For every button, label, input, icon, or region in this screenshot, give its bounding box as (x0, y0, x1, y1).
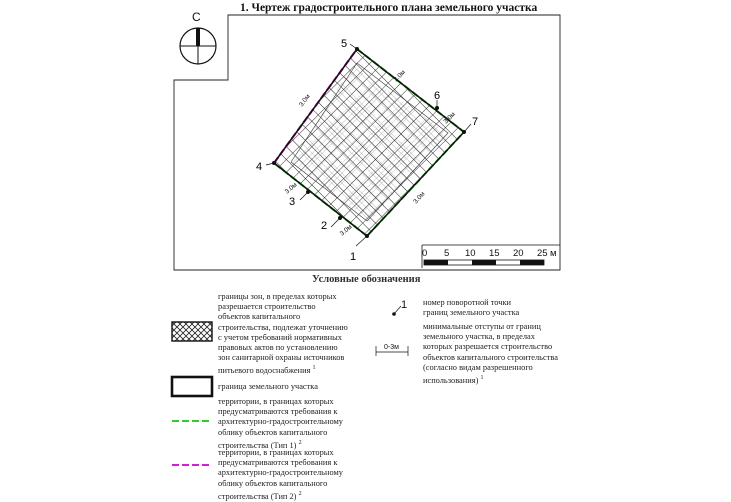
scale-tick-20: 20 (513, 248, 524, 259)
point-label-2: 2 (321, 220, 328, 232)
offset-label-2: 3.0м (298, 93, 312, 109)
point-label-7: 7 (472, 116, 479, 128)
scale-tick-15: 15 (489, 248, 500, 259)
point-label-1: 1 (350, 251, 357, 263)
point-label-3: 3 (289, 196, 296, 208)
scale-tick-5: 5 (444, 248, 450, 259)
offset-label-5: 3.0м (283, 181, 299, 196)
compass-label: С (192, 10, 201, 24)
legend-type1-text: территории, в границах которых предусматриваются требования к архитектурно-градостроительному облику объектов капитального строительства (Тип 1) $^2$ (218, 397, 343, 450)
drawing-title: 1. Чертеж градостроительного плана земельного участка (240, 2, 538, 14)
legend-setback-text: минимальные отступы от границ земельного участка, в пределах которых разрешается строительство объектов капитального строительства (согласно видам разрешенного использования) $^1$ (423, 322, 558, 385)
scale-tick-10: 10 (465, 248, 476, 259)
point-label-5: 5 (341, 38, 348, 50)
offset-label-4: 3.0м (412, 190, 427, 206)
parcel-swatch (172, 377, 212, 396)
legend-title: Условные обозначения (312, 274, 421, 285)
scale-unit: м (550, 248, 557, 259)
scale-tick-25: 25 (537, 248, 548, 259)
point-symbol-number: 1 (401, 299, 408, 311)
point-label-6: 6 (434, 90, 441, 102)
scale-tick-0: 0 (422, 248, 428, 259)
legend-zone-text: границы зон, в пределах которых разрешается строительство объектов капитального строительства, подлежат уточнению с учетом требований нормативных правовых актов по установлению зон санитарной охраны источников питьевого водоснабжения $^1$ (218, 292, 348, 376)
zone-swatch (172, 322, 212, 341)
legend-parcel-text: граница земельного участка (218, 382, 318, 391)
offset-label-3: 3.0м (442, 110, 457, 126)
setback-symbol-label: 0-3м (384, 344, 399, 351)
offset-label-1: 3.0м (392, 68, 407, 84)
offset-label-6: 3.0м (338, 223, 354, 238)
point-label-4: 4 (256, 161, 263, 173)
legend-point-text: номер поворотной точки границ земельного участка (423, 298, 520, 318)
legend-type2-text: территории, в границах которых предусматриваются требования к архитектурно-градостроительному облику объектов капитального строительства (Тип 2) $^2$ (218, 448, 343, 501)
